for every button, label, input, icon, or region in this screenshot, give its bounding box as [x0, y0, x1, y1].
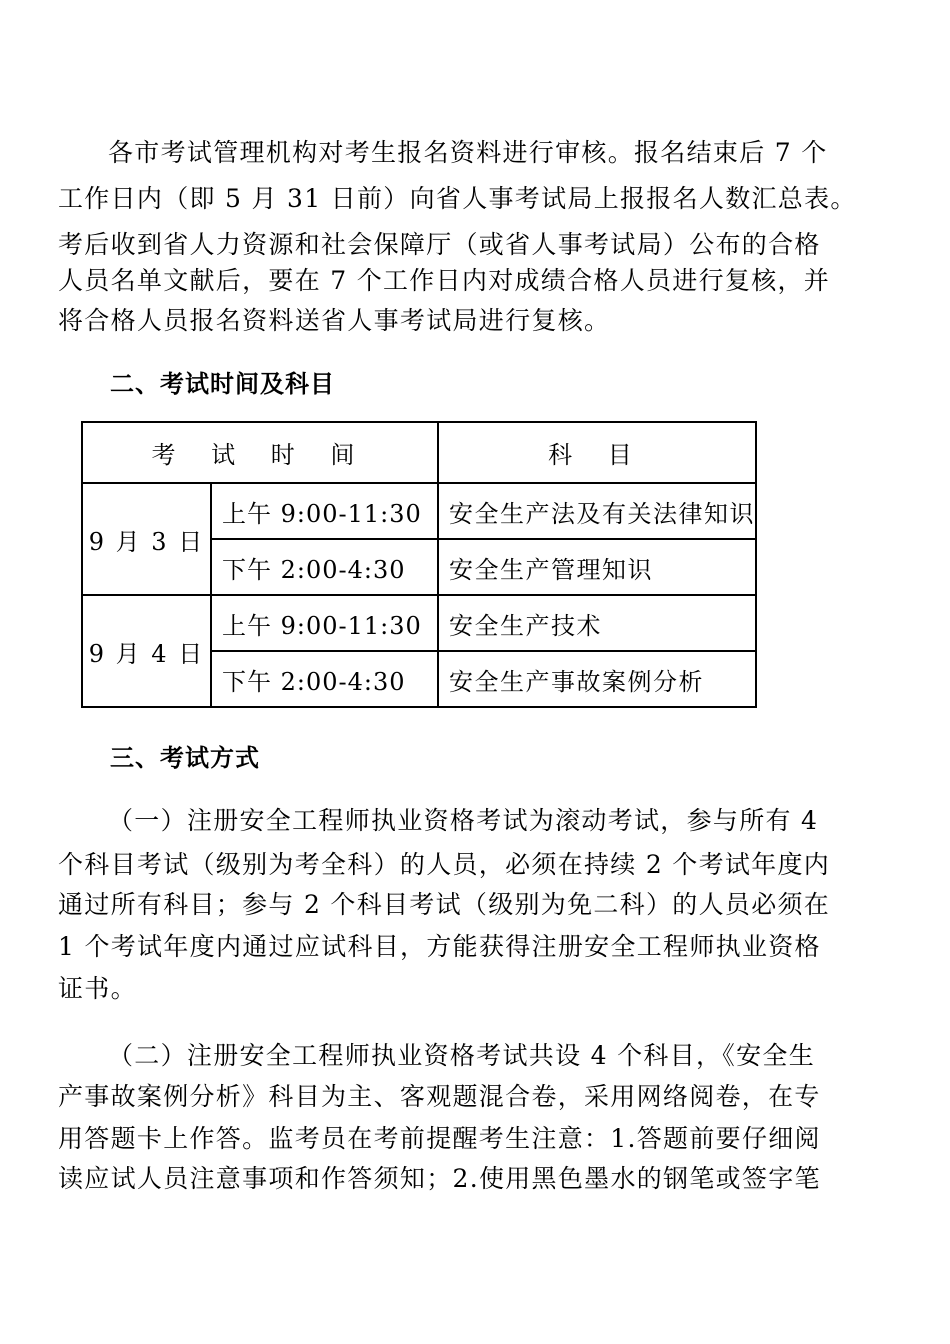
para2-line-4: 读应试人员注意事项和作答须知；2.使用黑色墨水的钢笔或签字笔 — [58, 1164, 821, 1193]
intro-line-5: 将合格人员报名资料送省人事考试局进行复核。 — [58, 306, 611, 335]
intro-line-4: 人员名单文献后，要在 7 个工作日内对成绩合格人员进行复核，并 — [58, 266, 831, 295]
subject-cell: 安全生产管理知识 — [438, 539, 756, 595]
subject-cell: 安全生产法及有关法律知识 — [438, 483, 756, 539]
time-cell: 下午 2:00-4:30 — [211, 651, 438, 707]
para2-line-2: 产事故案例分析》科目为主、客观题混合卷，采用网络阅卷，在专 — [58, 1082, 821, 1111]
para1-line-1: （一）注册安全工程师执业资格考试为滚动考试，参与所有 4 — [108, 806, 819, 835]
para1-line-2: 个科目考试（级别为考全科）的人员，必须在持续 2 个考试年度内 — [58, 850, 831, 879]
time-cell: 下午 2:00-4:30 — [211, 539, 438, 595]
intro-line-2: 工作日内（即 5 月 31 日前）向省人事考试局上报报名人数汇总表。 — [58, 184, 857, 213]
table-row — [82, 483, 756, 539]
section3-heading: 三、考试方式 — [110, 744, 260, 772]
header-time: 考 试 时 间 — [82, 422, 438, 483]
section2-heading: 二、考试时间及科目 — [110, 370, 335, 398]
exam-schedule-table — [81, 421, 757, 708]
intro-line-1: 各市考试管理机构对考生报名资料进行审核。报名结束后 7 个 — [108, 138, 828, 167]
para2-line-1: （二）注册安全工程师执业资格考试共设 4 个科目，《安全生 — [108, 1041, 816, 1070]
table-row — [82, 595, 756, 651]
date-cell: 9 月 3 日 — [82, 483, 211, 595]
para2-line-3: 用答题卡上作答。监考员在考前提醒考生注意：1.答题前要仔细阅 — [58, 1124, 821, 1153]
subject-cell: 安全生产事故案例分析 — [438, 651, 756, 707]
date-cell: 9 月 4 日 — [82, 595, 211, 707]
para1-line-4: 1 个考试年度内通过应试科目，方能获得注册安全工程师执业资格 — [58, 932, 821, 961]
intro-line-3: 考后收到省人力资源和社会保障厅（或省人事考试局）公布的合格 — [58, 230, 821, 259]
time-cell: 上午 9:00-11:30 — [211, 595, 438, 651]
para1-line-3: 通过所有科目；参与 2 个科目考试（级别为免二科）的人员必须在 — [58, 890, 831, 919]
time-cell: 上午 9:00-11:30 — [211, 483, 438, 539]
para1-line-5: 证书。 — [58, 974, 137, 1003]
table-header-row — [82, 422, 756, 483]
header-subject: 科 目 — [438, 422, 756, 483]
subject-cell: 安全生产技术 — [438, 595, 756, 651]
